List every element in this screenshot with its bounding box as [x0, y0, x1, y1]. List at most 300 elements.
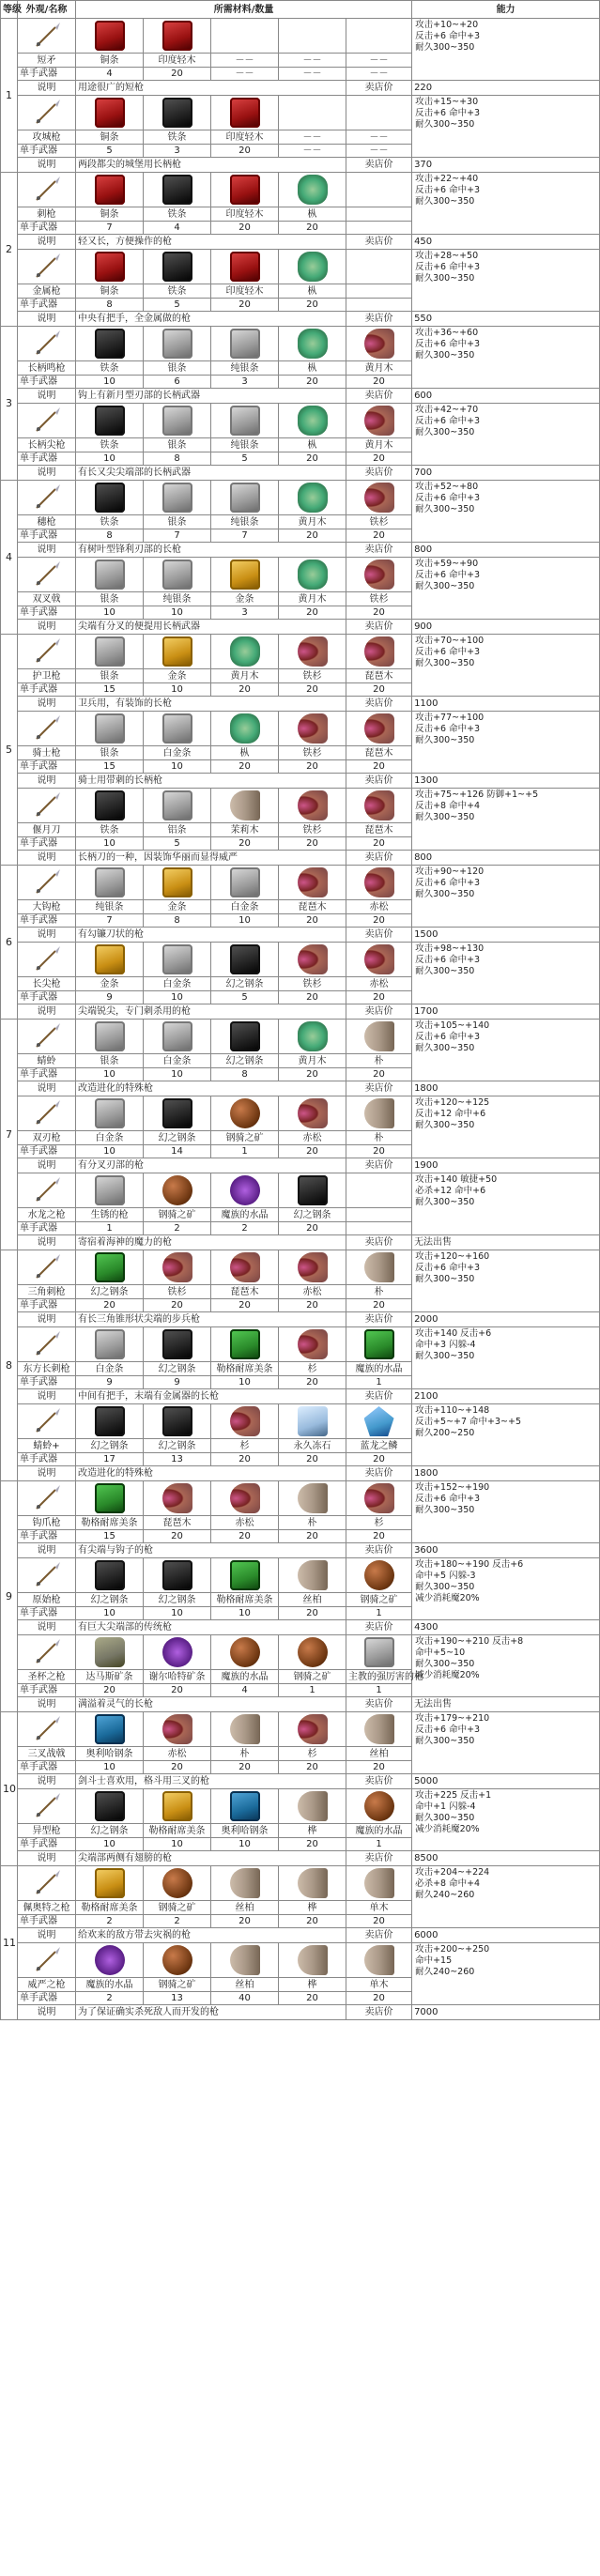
material-name: 钢骑之矿 — [144, 1978, 211, 1992]
material-orb-icon — [298, 1637, 328, 1667]
sell-price-value: 无法出售 — [412, 1235, 600, 1250]
ability-line: 耐久300~350 — [415, 1351, 475, 1361]
long-spear-icon — [18, 327, 76, 361]
weapon-description: 轻又长，方便操作的枪 — [76, 235, 346, 250]
material-name: 铁条 — [76, 823, 144, 837]
material-name: 印度轻木 — [144, 54, 211, 68]
material-icon — [279, 1020, 346, 1054]
ability-line: 耐久300~350 — [415, 504, 475, 514]
ability-line: 减少消耗魔20% — [415, 1670, 480, 1680]
material-icon — [279, 1558, 346, 1593]
material-count: 20 — [346, 1992, 412, 2005]
material-count: 20 — [346, 683, 412, 697]
material-name: 达马斯矿条 — [76, 1670, 144, 1684]
material-icon — [211, 635, 279, 669]
desc-label: 说明 — [18, 1466, 76, 1481]
material-log-icon — [364, 1483, 394, 1513]
material-name: 魔族的水晶 — [211, 1670, 279, 1684]
material-name: －－ — [211, 54, 279, 68]
material-count: 3 — [211, 376, 279, 389]
material-count: －－ — [211, 68, 279, 81]
ability-cell — [412, 1866, 600, 1928]
material-name: 单木 — [346, 1978, 412, 1992]
ability-line: 耐久300~350 — [415, 658, 475, 668]
material-none-icon — [364, 1175, 394, 1205]
material-name: 铜条 — [76, 130, 144, 145]
material-log-icon — [364, 944, 394, 974]
material-icon — [346, 173, 412, 207]
material-wood-icon — [364, 1098, 394, 1128]
material-count: 20 — [211, 1299, 279, 1312]
material-name: 琵琶木 — [279, 900, 346, 914]
ability-cell — [412, 1096, 600, 1158]
weapon-description: 改造进化的特殊枪 — [76, 1081, 346, 1096]
material-count: 20 — [279, 1222, 346, 1235]
material-count: 10 — [76, 837, 144, 851]
material-ingot-icon — [95, 867, 125, 897]
material-icon — [279, 866, 346, 900]
material-icon — [76, 1404, 144, 1439]
material-name: 铁条 — [76, 438, 144, 452]
sell-price-value: 无法出售 — [412, 1697, 600, 1712]
material-red-icon — [230, 98, 260, 128]
material-name: 印度轻木 — [211, 284, 279, 299]
material-orb-icon — [230, 1098, 260, 1128]
material-icon — [346, 1789, 412, 1824]
long-pike-icon — [18, 943, 76, 977]
weapon-description: 给欢来的敌方带去灾祸的枪 — [76, 1928, 346, 1943]
material-count: 20 — [279, 837, 346, 851]
material-dark-icon — [230, 1021, 260, 1051]
weapon-type: 单手武器 — [18, 1684, 76, 1697]
material-ingot-icon — [95, 1098, 125, 1128]
material-orb-icon — [162, 1175, 192, 1205]
material-name: 幻之钢条 — [76, 1824, 144, 1838]
ability-line: 反击+6 命中+3 — [415, 1032, 481, 1042]
material-count: 20 — [144, 1684, 211, 1697]
desc-label: 说明 — [18, 1004, 76, 1020]
material-log-icon — [162, 1483, 192, 1513]
material-count: 5 — [211, 452, 279, 466]
weapon-description: 为了保证确实杀死敌人而开发的枪 — [76, 2005, 346, 2020]
weapon-name: 护卫枪 — [18, 669, 76, 683]
material-count: 1 — [346, 1607, 412, 1620]
ability-line: 耐久300~350 — [415, 1736, 475, 1746]
claw-spear-icon — [18, 1481, 76, 1516]
material-name: 幻之钢条 — [211, 1054, 279, 1068]
material-icon — [211, 1173, 279, 1208]
material-icon — [76, 1712, 144, 1747]
material-orb-icon — [364, 1791, 394, 1821]
ability-line: 命中+1 闪躲-4 — [415, 1802, 476, 1812]
material-icon — [144, 1866, 211, 1901]
material-icon — [144, 19, 211, 54]
material-name: －－ — [346, 54, 412, 68]
weapon-desc-row — [1, 1620, 600, 1635]
ability-line: 反击+6 命中+3 — [415, 955, 481, 965]
ability-cell — [412, 96, 600, 158]
weapon-type: 单手武器 — [18, 1145, 76, 1158]
material-name: 桦 — [279, 1824, 346, 1838]
material-name: 杉 — [211, 1439, 279, 1453]
material-icon — [144, 1789, 211, 1824]
material-count: 9 — [76, 991, 144, 1004]
material-name: 朴 — [346, 1131, 412, 1145]
material-name: 幻之钢条 — [76, 1439, 144, 1453]
desc-label: 说明 — [18, 81, 76, 96]
sell-price-label: 卖店价 — [346, 1004, 412, 1020]
material-icon — [76, 1481, 144, 1516]
material-count: 20 — [346, 529, 412, 543]
material-herb-icon — [298, 329, 328, 359]
material-icon — [144, 866, 211, 900]
material-log-icon — [364, 329, 394, 359]
weapon-desc-row — [1, 158, 600, 173]
double-halberd-icon — [18, 558, 76, 592]
weapon-desc-row — [1, 2005, 600, 2020]
material-count: 20 — [279, 683, 346, 697]
weapon-type: 单手武器 — [18, 68, 76, 81]
weapon-description: 用途很广的短枪 — [76, 81, 346, 96]
ability-line: 耐久300~350 — [415, 1197, 475, 1207]
sell-price-label: 卖店价 — [346, 928, 412, 943]
material-icon — [211, 712, 279, 746]
material-purple-icon — [95, 1945, 125, 1975]
material-count: 10 — [144, 760, 211, 774]
weapon-icon-row — [1, 1173, 600, 1208]
material-ingot-icon — [95, 636, 125, 667]
material-icon — [279, 1866, 346, 1901]
material-ingot-icon — [230, 406, 260, 436]
material-log-icon — [298, 1714, 328, 1744]
material-green-icon — [230, 1329, 260, 1359]
ability-line: 反击+6 命中+3 — [415, 1725, 481, 1735]
sell-price-label: 卖店价 — [346, 1235, 412, 1250]
material-herb-icon — [298, 483, 328, 513]
material-count: 20 — [279, 222, 346, 235]
material-name: 主教的强厉害的枪 — [346, 1670, 412, 1684]
material-icon — [211, 19, 279, 54]
ability-line: 耐久300~350 — [415, 427, 475, 437]
material-count: 5 — [144, 837, 211, 851]
material-ingot-icon — [162, 329, 192, 359]
material-name: 纯银条 — [211, 361, 279, 376]
weapon-name: 蜻蛉 — [18, 1054, 76, 1068]
material-gold-icon — [162, 1791, 192, 1821]
sell-price-value: 1800 — [412, 1466, 600, 1481]
sell-price-value: 220 — [412, 81, 600, 96]
sell-price-value: 7000 — [412, 2005, 600, 2020]
weapon-type: 单手武器 — [18, 452, 76, 466]
material-count: 20 — [211, 760, 279, 774]
ability-line: 反击+6 命中+3 — [415, 416, 481, 426]
material-herb-icon — [230, 636, 260, 667]
material-herb-icon — [230, 713, 260, 744]
material-icon — [76, 1250, 144, 1285]
material-ingot-icon — [95, 560, 125, 590]
ability-line: 攻击+98~+130 — [415, 943, 485, 954]
material-icon — [144, 1404, 211, 1439]
material-count: 10 — [76, 452, 144, 466]
material-ingot-icon — [162, 713, 192, 744]
material-count: 9 — [144, 1376, 211, 1389]
material-count: 13 — [144, 1453, 211, 1466]
material-icon — [144, 1943, 211, 1978]
material-purple-icon — [162, 1637, 192, 1667]
ability-line: 攻击+77~+100 — [415, 713, 485, 723]
material-dark-icon — [162, 98, 192, 128]
ability-line: 反击+6 命中+3 — [415, 31, 481, 41]
material-name: 白金条 — [144, 1054, 211, 1068]
weapon-desc-row — [1, 389, 600, 404]
material-icon — [346, 1866, 412, 1901]
sell-price-value: 1100 — [412, 697, 600, 712]
material-icon — [279, 558, 346, 592]
material-dark-icon — [162, 1560, 192, 1590]
material-icon — [76, 1327, 144, 1362]
material-icon — [346, 1096, 412, 1131]
desc-label: 说明 — [18, 1697, 76, 1712]
material-name: 丝柏 — [279, 1593, 346, 1607]
spear-short-icon — [18, 19, 76, 54]
material-count: 20 — [76, 1684, 144, 1697]
ability-cell — [412, 1173, 600, 1235]
weapon-icon-row — [1, 96, 600, 130]
material-count: 10 — [211, 1838, 279, 1851]
material-name: －－ — [346, 130, 412, 145]
material-count: 20 — [76, 1299, 144, 1312]
sell-price-value: 550 — [412, 312, 600, 327]
material-name: 银条 — [76, 1054, 144, 1068]
ability-cell — [412, 635, 600, 697]
material-count: 20 — [279, 1299, 346, 1312]
material-name: 琵琶木 — [346, 746, 412, 760]
material-icon — [279, 1173, 346, 1208]
material-count: 7 — [144, 529, 211, 543]
material-count: 2 — [144, 1915, 211, 1928]
ability-line: 攻击+10~+20 — [415, 20, 479, 30]
material-name: 铜条 — [76, 284, 144, 299]
material-name: 金条 — [76, 977, 144, 991]
ability-cell — [412, 327, 600, 389]
material-count — [346, 1222, 412, 1235]
material-name: 幻之钢条 — [279, 1208, 346, 1222]
ability-line: 减少消耗魔20% — [415, 1824, 480, 1834]
material-none-icon — [298, 21, 328, 51]
sell-price-label: 卖店价 — [346, 1081, 412, 1096]
ability-line: 攻击+180~+190 反击+6 — [415, 1559, 524, 1570]
weapon-icon-row — [1, 1558, 600, 1593]
material-count: －－ — [279, 68, 346, 81]
ability-cell — [412, 250, 600, 312]
grail-spear-icon — [18, 1635, 76, 1670]
weapon-description: 长柄刀的一种，因装饰华丽而显得威严 — [76, 851, 346, 866]
material-icon — [279, 1327, 346, 1362]
material-icon — [211, 1558, 279, 1593]
material-icon — [76, 712, 144, 746]
ability-line: 反击+6 命中+3 — [415, 493, 481, 503]
weapon-name: 偃月刀 — [18, 823, 76, 837]
weapon-description: 骑士用带刺的长柄枪 — [76, 774, 346, 789]
sell-price-value: 450 — [412, 235, 600, 250]
material-icon — [346, 404, 412, 438]
material-count: 1 — [346, 1838, 412, 1851]
material-count: 20 — [346, 837, 412, 851]
weapon-type: 单手武器 — [18, 1992, 76, 2005]
material-icon — [76, 96, 144, 130]
ability-line: 反击+6 命中+3 — [415, 339, 481, 349]
ability-cell — [412, 943, 600, 1004]
material-count: 20 — [144, 68, 211, 81]
material-icon — [279, 1250, 346, 1285]
weapon-desc-row — [1, 543, 600, 558]
material-count: －－ — [346, 68, 412, 81]
material-name: 幻之钢条 — [144, 1362, 211, 1376]
sell-price-value: 1700 — [412, 1004, 600, 1020]
material-wood-icon — [364, 1252, 394, 1282]
material-name: 铁杉 — [279, 823, 346, 837]
level-number: 7 — [1, 1020, 18, 1250]
weapon-description: 有长又尖尖端部的长柄武器 — [76, 466, 346, 481]
material-count: 15 — [76, 683, 144, 697]
weapon-icon-row — [1, 943, 600, 977]
ability-line: 耐久300~350 — [415, 42, 475, 53]
siege-spear-icon — [18, 96, 76, 130]
material-icon — [346, 1250, 412, 1285]
sell-price-value: 2000 — [412, 1312, 600, 1327]
material-icon — [279, 173, 346, 207]
weapon-icon-row — [1, 866, 600, 900]
material-icon — [211, 96, 279, 130]
ability-line: 反击+6 命中+3 — [415, 647, 481, 657]
material-icon — [211, 1327, 279, 1362]
material-ice-icon — [298, 1406, 328, 1436]
hook-spear-icon — [18, 866, 76, 900]
material-name: 白金条 — [76, 1362, 144, 1376]
material-icon — [346, 866, 412, 900]
material-icon — [346, 1020, 412, 1054]
material-none-icon — [364, 175, 394, 205]
material-name: 勒格耐席美条 — [144, 1824, 211, 1838]
weapon-icon-row — [1, 250, 600, 284]
level-number: 4 — [1, 481, 18, 635]
material-name: 枞 — [211, 746, 279, 760]
sell-price-value: 1800 — [412, 1081, 600, 1096]
ability-line: 攻击+120~+125 — [415, 1097, 490, 1108]
material-icon — [144, 404, 211, 438]
weapon-name: 三叉战戟 — [18, 1747, 76, 1761]
ability-line: 耐久300~350 — [415, 1274, 475, 1284]
material-name: 幻之钢条 — [144, 1593, 211, 1607]
weapon-description: 有勾镰刀状的枪 — [76, 928, 346, 943]
desc-label: 说明 — [18, 620, 76, 635]
weapon-description: 有分叉刃部的枪 — [76, 1158, 346, 1173]
ability-line: 耐久300~350 — [415, 1120, 475, 1130]
material-icon — [144, 1250, 211, 1285]
weapon-desc-row — [1, 1235, 600, 1250]
material-name: 黄月木 — [346, 438, 412, 452]
material-none-icon — [364, 21, 394, 51]
material-name: 桦 — [279, 1978, 346, 1992]
weapon-description: 中央有把手，全金属做的枪 — [76, 312, 346, 327]
material-count: 20 — [346, 991, 412, 1004]
material-count: 8 — [76, 299, 144, 312]
material-name: 琵琶木 — [211, 1285, 279, 1299]
material-icon — [279, 1096, 346, 1131]
material-count: 20 — [279, 376, 346, 389]
material-icon — [279, 789, 346, 823]
sell-price-label: 卖店价 — [346, 1158, 412, 1173]
weapon-desc-row — [1, 697, 600, 712]
material-wood-icon — [364, 1868, 394, 1898]
material-name: 铁杉 — [279, 746, 346, 760]
material-gold-icon — [95, 1868, 125, 1898]
ability-line: 反击+5~+7 命中+3~+5 — [415, 1417, 522, 1427]
material-log-icon — [298, 790, 328, 820]
desc-label: 说明 — [18, 1158, 76, 1173]
sell-price-label: 卖店价 — [346, 466, 412, 481]
desc-label: 说明 — [18, 928, 76, 943]
table-body — [1, 19, 600, 2020]
trident-icon — [18, 1712, 76, 1747]
weapon-name: 穗枪 — [18, 515, 76, 529]
knight-lance-icon — [18, 712, 76, 746]
material-log-icon — [298, 713, 328, 744]
material-icon — [211, 1250, 279, 1285]
material-log-icon — [162, 1714, 192, 1744]
material-count: 8 — [144, 452, 211, 466]
ability-cell — [412, 19, 600, 81]
ability-line: 耐久300~350 — [415, 350, 475, 360]
material-name: 白金条 — [76, 1131, 144, 1145]
material-count: 15 — [76, 760, 144, 774]
material-name: 幻之钢条 — [211, 977, 279, 991]
ability-line: 反击+8 命中+4 — [415, 801, 481, 811]
weapon-desc-row — [1, 1774, 600, 1789]
material-dark-icon — [298, 1175, 328, 1205]
material-wood-icon — [298, 1945, 328, 1975]
material-wood-icon — [364, 1021, 394, 1051]
material-icon — [279, 327, 346, 361]
material-name: 枞 — [279, 207, 346, 222]
ability-cell — [412, 481, 600, 543]
weapon-name: 三角刺枪 — [18, 1285, 76, 1299]
material-count: 4 — [144, 222, 211, 235]
material-count: 17 — [76, 1453, 144, 1466]
ability-line: 耐久300~350 — [415, 889, 475, 899]
material-icon — [144, 1096, 211, 1131]
material-icon — [211, 481, 279, 515]
ability-cell — [412, 1789, 600, 1851]
material-icon — [346, 1635, 412, 1670]
material-red-icon — [95, 175, 125, 205]
ability-line: 反击+6 命中+3 — [415, 108, 481, 118]
material-count: 20 — [279, 1068, 346, 1081]
ability-line: 命中+15 — [415, 1955, 453, 1966]
material-icon — [76, 1173, 144, 1208]
material-name: 勒格耐席美条 — [76, 1516, 144, 1530]
material-name: 铁条 — [76, 515, 144, 529]
material-wood-icon — [298, 1560, 328, 1590]
primal-spear-icon — [18, 1558, 76, 1593]
material-name: 钢骑之矿 — [144, 1208, 211, 1222]
material-icon — [76, 173, 144, 207]
ability-line: 攻击+22~+40 — [415, 174, 479, 184]
material-count: 8 — [144, 914, 211, 928]
material-gold-icon — [162, 867, 192, 897]
weapon-name: 水龙之枪 — [18, 1208, 76, 1222]
material-count: 20 — [279, 760, 346, 774]
